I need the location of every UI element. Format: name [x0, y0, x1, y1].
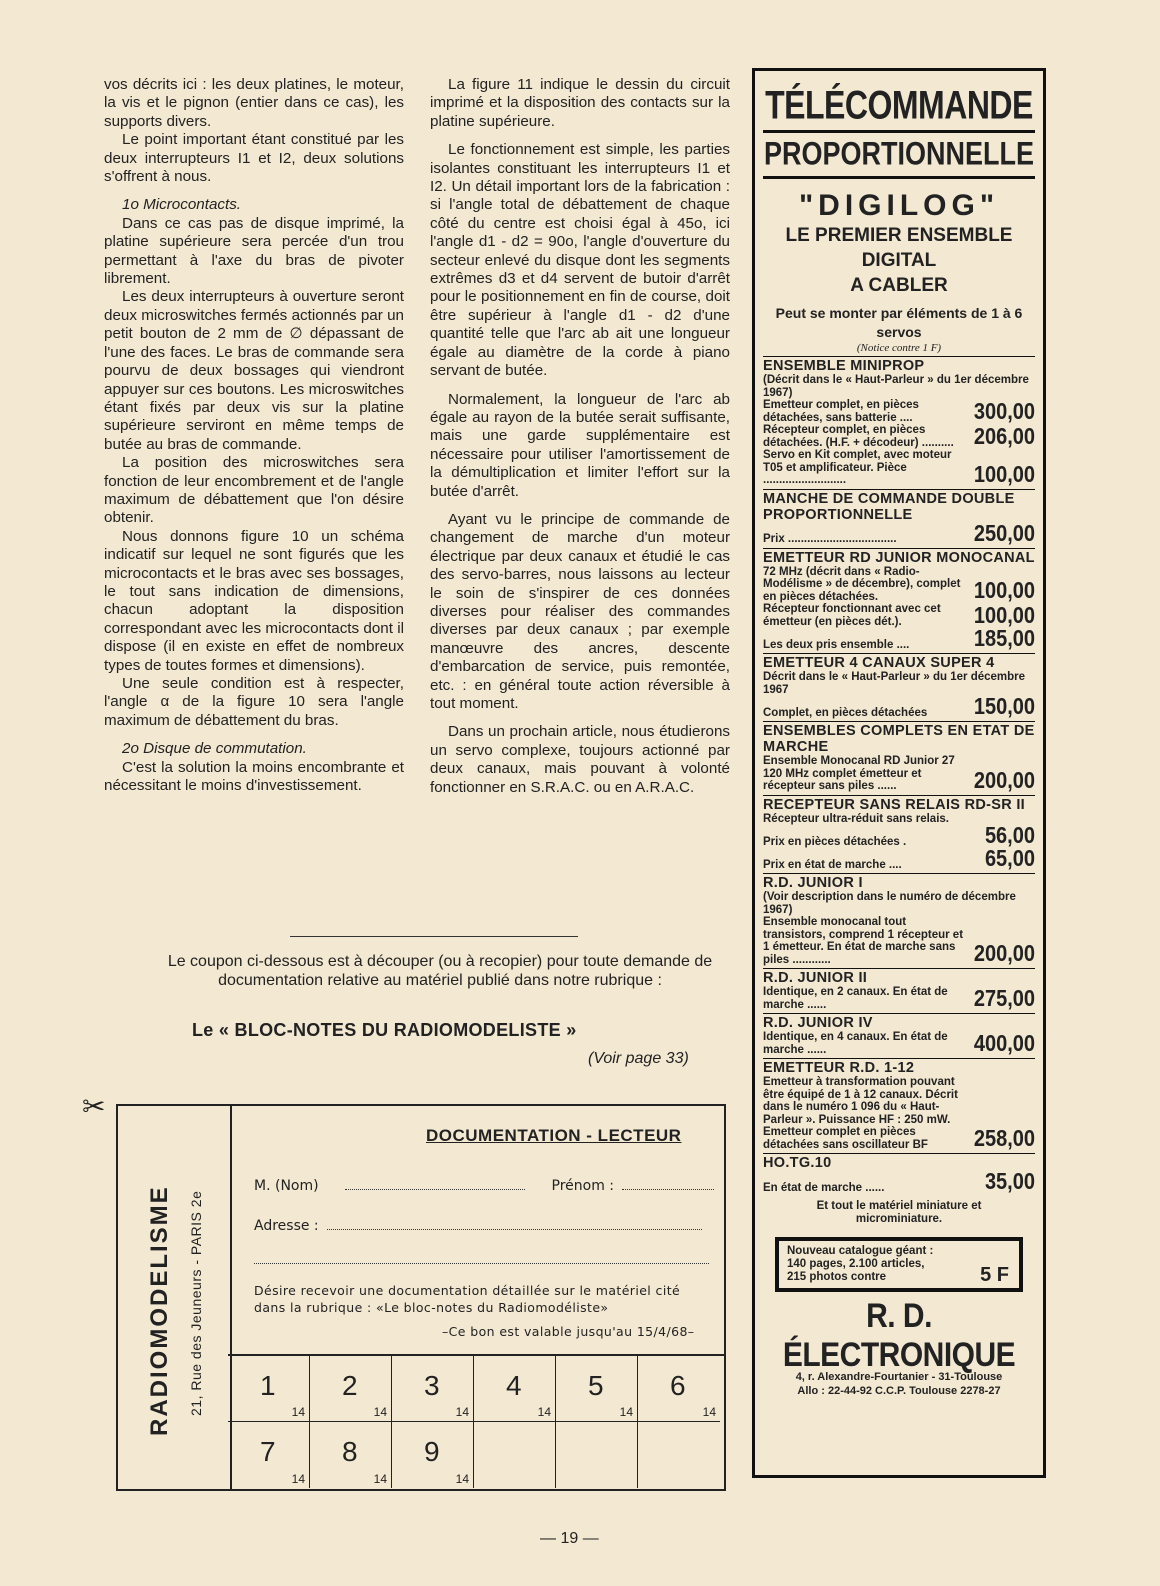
section-heading: 2o Disque de commutation. — [122, 740, 307, 758]
ad-section-title: ENSEMBLES COMPLETS EN ETAT DE MARCHE — [763, 723, 1035, 755]
page-number: — 19 — — [540, 1530, 599, 1547]
scissors-icon: ✂ — [82, 1091, 106, 1122]
side-address: 21, Rue des Jeuneurs - PARIS 2e — [188, 1190, 204, 1416]
ad-price-row — [763, 603, 1035, 628]
divider — [290, 936, 578, 937]
company-address: 4, r. Alexandre-Fourtanier - 31-Toulouse — [795, 1371, 1003, 1383]
adresse-line-2[interactable] — [254, 1252, 709, 1268]
ad-item-text: En état de marche ...... — [763, 1181, 885, 1194]
paragraph: Normalement, la longueur de l'arc ab égale au rayon de la butée serait suffisante, mais une garde supplémentaire est nécessaire pour utiliser l'amortissement de la démultiplication et limiter l'effort sur la butée d'arrêt. — [430, 390, 730, 500]
ad-section-title: EMETTEUR R.D. 1-12 — [763, 1060, 915, 1076]
section-heading: 1o Microcontacts. — [122, 196, 242, 214]
grid-cell[interactable] — [474, 1422, 556, 1488]
ad-item-price: 258,00 — [973, 1126, 1035, 1152]
nom-field[interactable] — [254, 1178, 714, 1194]
ad-price-row — [763, 1076, 1035, 1151]
ad-item-price: 400,00 — [973, 1031, 1035, 1057]
paragraph: Dans ce cas pas de disque imprimé, la platine supérieure sera percée d'un trou permettant à l'axe du bras de pivoter librement. — [104, 214, 404, 288]
paragraph: La figure 11 indique le dessin du circuit imprimé et la disposition des contacts sur la platine supérieure. — [430, 76, 730, 130]
grid-cell[interactable] — [556, 1422, 638, 1488]
ad-item-price: 100,00 — [973, 603, 1035, 629]
ad-item-text: Emetteur à transformation pouvant être équipé de 1 à 12 canaux. Décrit dans le numéro 1 096 du « Haut-Parleur ». Puissance HF : 250 mW. Emetteur complet en pièces détachées sans oscillateur BF — [763, 1076, 958, 1151]
ad-item-text: Emetteur complet, en pièces détachées, sans batterie .... — [763, 399, 919, 424]
coupon-title: DOCUMENTATION - LECTEUR — [426, 1126, 682, 1145]
ad-price-row — [763, 424, 1035, 449]
ad-section — [763, 873, 1035, 966]
coupon-form — [116, 1104, 726, 1491]
ad-item-text: Les deux pris ensemble .... — [763, 638, 910, 651]
ad-item-price: 200,00 — [973, 767, 1035, 794]
ad-section — [763, 1153, 1035, 1194]
ad-section-title: RECEPTEUR SANS RELAIS RD-SR II — [763, 796, 1025, 813]
article-column-2 — [430, 76, 730, 797]
paragraph: vos décrits ici : les deux platines, le moteur, la vis et le pignon (entier dans ce cas), les supports divers. — [104, 76, 404, 130]
prenom-label: Prénom : — [551, 1178, 615, 1194]
ad-lead: LE PREMIER ENSEMBLE DIGITAL A CABLER — [785, 225, 1013, 296]
grid-cell[interactable]: 7 14 — [228, 1422, 310, 1488]
ad-item-price: 250,00 — [973, 520, 1035, 547]
grid-cell[interactable]: 6 14 — [638, 1356, 720, 1422]
ad-item-price: 56,00 — [984, 823, 1035, 849]
ad-headline: TÉLÉCOMMANDE — [765, 82, 1033, 128]
ad-section-title: EMETTEUR RD JUNIOR MONOCANAL — [763, 549, 1035, 566]
adresse-field[interactable] — [254, 1218, 702, 1234]
ad-price-row — [763, 755, 1035, 793]
company-contact: Allo : 22-44-92 C.C.P. Toulouse 2278-27 — [797, 1385, 1001, 1397]
side-title: RADIOMODELISME — [146, 1185, 173, 1436]
ad-section-title: R.D. JUNIOR IV — [763, 1015, 873, 1031]
ad-section-title: R.D. JUNIOR II — [763, 970, 868, 986]
ad-section-sub: (Voir description dans le numéro de décembre 1967) — [763, 891, 1016, 916]
grid-cell[interactable]: 2 14 — [310, 1356, 392, 1422]
nom-dots — [345, 1179, 525, 1190]
ad-price-row — [763, 696, 1035, 719]
grid-cell[interactable]: 4 14 — [474, 1356, 556, 1422]
grid-cell[interactable]: 8 14 — [310, 1422, 392, 1488]
ad-section-title: R.D. JUNIOR I — [763, 875, 863, 891]
ad-item-price: 100,00 — [973, 578, 1035, 604]
ad-price-row — [763, 825, 1035, 848]
ad-section — [763, 548, 1035, 652]
ad-item-price: 275,00 — [973, 986, 1035, 1012]
catalogue-price: 5 F — [980, 1264, 1009, 1286]
paragraph: Le point important étant constitué par les deux interrupteurs I1 et I2, deux solutions s'offrent à nous. — [104, 131, 404, 186]
ad-item-text: 72 MHz (décrit dans « Radio-Modélisme » de décembre), complet en pièces détachées. — [763, 565, 961, 603]
paragraph: Les deux interrupteurs à ouverture seront deux microswitches fermés actionnés par un petit bouton de 2 mm de ∅ dépassant de l'une des faces. Le bras de commande sera pourvu de deux bossages qui viendront appuyer sur ces boutons. Les microswitches étant fixés par deux vis sur la platine supérieure serviront en même temps de butée au bras de commande. — [104, 288, 404, 453]
ad-footer-note: Et tout le matériel miniature et microminiature. — [816, 1200, 982, 1225]
ad-item-text: Ensemble Monocanal RD Junior 27 120 MHz complet émetteur et récepteur sans piles ...... — [763, 755, 955, 792]
ad-section-title: ENSEMBLE MINIPROP — [763, 358, 925, 374]
ad-item-price: 185,00 — [973, 626, 1035, 652]
ad-price-row — [763, 1171, 1035, 1194]
paragraph: Ayant vu le principe de commande de changement de marche d'un moteur électrique par deux canaux et étudié le cas des servo-barres, nous laissons au lecteur le soin de s'inspirer de ces données diverses pour réaliser des commandes diverses par deux canaux ; par exemple manœuvre des ancres, descente d'embarcation de service, puis remontée, etc. : en général toute action réversible à tout moment. — [430, 510, 730, 712]
ad-item-text: Prix .................................. — [763, 533, 897, 545]
ad-section — [763, 356, 1035, 487]
ad-item-price: 65,00 — [984, 846, 1035, 872]
ad-price-row — [763, 848, 1035, 871]
ad-item-text: Récepteur complet, en pièces détachées. (H.F. + décodeur) .......... — [763, 424, 954, 449]
ad-section-title: MANCHE DE COMMANDE DOUBLE PROPORTIONNELLE — [763, 490, 1015, 523]
bloc-notes-title: Le « BLOC-NOTES DU RADIOMODELISTE » — [192, 1020, 577, 1040]
ad-price-row — [763, 628, 1035, 651]
ad-section — [763, 1058, 1035, 1151]
ad-item-text: Identique, en 2 canaux. En état de marche ...... — [763, 986, 948, 1011]
ad-item-text: Prix en pièces détachées . — [763, 835, 907, 848]
ad-section-sub: Décrit dans le « Haut-Parleur » du 1er décembre 1967 — [763, 671, 1026, 696]
ad-item-price: 200,00 — [973, 941, 1035, 967]
nom-label: M. (Nom) — [254, 1178, 319, 1194]
desire-text: Désire recevoir une documentation détaillée sur le matériel cité dans la rubrique : «Le bloc-notes du Radiomodéliste» — [254, 1283, 681, 1315]
ad-section — [763, 653, 1035, 719]
number-grid — [228, 1356, 724, 1489]
advertisement — [752, 68, 1046, 1478]
ad-item-text: Prix en état de marche .... — [763, 858, 902, 871]
ad-section-title: EMETTEUR 4 CANAUX SUPER 4 — [763, 655, 995, 671]
ad-section — [763, 968, 1035, 1011]
ad-item-price: 100,00 — [973, 461, 1035, 488]
ad-item-price: 35,00 — [984, 1169, 1035, 1195]
paragraph: C'est la solution la moins encombrante et nécessitant le moins d'investissement. — [104, 758, 404, 795]
ad-section — [763, 1013, 1035, 1056]
ad-item-text: Ensemble monocanal tout transistors, comprend 1 récepteur et 1 émetteur. En état de marche sans piles ............ — [763, 916, 964, 966]
ad-price-row — [763, 399, 1035, 424]
adresse-label: Adresse : — [254, 1218, 319, 1234]
ad-item-text: Complet, en pièces détachées — [763, 706, 928, 719]
ad-section — [763, 721, 1035, 793]
valid-text: –Ce bon est valable jusqu'au 15/4/68– — [442, 1324, 695, 1339]
ad-item-price: 300,00 — [973, 399, 1035, 425]
ad-lead-2: Peut se monter par éléments de 1 à 6 servos — [775, 305, 1023, 340]
ad-price-row — [763, 986, 1035, 1011]
grid-cell[interactable]: 3 14 — [392, 1356, 474, 1422]
grid-cell[interactable]: 1 14 — [228, 1356, 310, 1422]
ad-price-row — [763, 449, 1035, 487]
prenom-dots — [622, 1179, 714, 1190]
paragraph: Une seule condition est à respecter, l'angle α de la figure 10 sera l'angle maximum de débattement du bras. — [104, 675, 404, 729]
ad-item-text: Servo en Kit complet, avec moteur T05 et amplificateur. Pièce .......................... — [763, 449, 952, 486]
ad-price-row — [763, 566, 1035, 604]
paragraph: Dans un prochain article, nous étudierons un servo complexe, toujours actionné par deux canaux, mais pouvant à volonté fonctionner en S.R.A.C. ou en A.R.A.C. — [430, 723, 730, 796]
adresse-dots — [327, 1219, 702, 1230]
ad-section-sub: Récepteur ultra-réduit sans relais. — [763, 812, 949, 825]
coupon-side — [118, 1106, 232, 1489]
grid-cell[interactable]: 9 14 — [392, 1422, 474, 1488]
ad-section — [763, 795, 1035, 872]
ad-notice: (Notice contre 1 F) — [856, 342, 942, 354]
ad-subheadline: PROPORTIONNELLE — [763, 135, 1034, 172]
coupon-intro: Le coupon ci-dessous est à découper (ou à recopier) pour toute demande de documentation relative au matériel publié dans notre rubrique : — [167, 953, 713, 989]
adresse-dots-2 — [254, 1253, 709, 1264]
ad-item-price: 150,00 — [973, 694, 1035, 720]
ad-section — [763, 489, 1035, 546]
company-name: R. D. ÉLECTRONIQUE — [782, 1296, 1016, 1374]
ad-sections — [755, 356, 1043, 1194]
ad-price-row — [763, 916, 1035, 966]
see-page: (Voir page 33) — [588, 1050, 689, 1067]
ad-brand: "DIGILOG" — [798, 189, 1000, 222]
ad-price-row — [763, 1031, 1035, 1056]
grid-cell[interactable] — [638, 1422, 720, 1488]
article-column-1 — [104, 76, 404, 795]
ad-item-text: Récepteur fonctionnant avec cet émetteur (en pièces dét.). — [763, 603, 941, 628]
ad-price-row — [763, 520, 1035, 547]
grid-cell[interactable]: 5 14 — [556, 1356, 638, 1422]
ad-section-title: HO.TG.10 — [763, 1155, 832, 1171]
paragraph: Le fonctionnement est simple, les parties isolantes constituant les interrupteurs I1 et I2. Un détail important lors de la fabrication : si l'angle total de débattement de chaque côté du centre est choisi égal à 45o, ici l'angle d1 - d2 = 90o, l'angle d'ouverture du secteur enlevé du disque dont les segments extrêmes d3 et d4 servent de butoir d'arrêt pour le positionnement en fin de course, doit être supérieur à l'angle d1 - d2 d'une quantité telle que l'arc ab ait une longueur égale au diamètre de la corde à piano servant de butée. — [430, 141, 730, 380]
ad-item-text: Identique, en 4 canaux. En état de marche ...... — [763, 1031, 948, 1056]
paragraph: Nous donnons figure 10 un schéma indicatif sur lequel ne sont figurés que les microcontacts et le bras avec ses bossages, le tout sans indication de dimensions, chacun adoptant la disposition correspondant avec les microcontacts dont il dispose (il en existe en effet de nombreux types de toutes formes et dimensions). — [104, 527, 404, 674]
ad-item-price: 206,00 — [973, 424, 1035, 450]
paragraph: La position des microswitches sera fonction de leur encombrement et de l'angle maximum de débattement que l'on désire obtenir. — [104, 454, 404, 527]
catalogue-text: Nouveau catalogue géant : 140 pages, 2.100 articles, 215 photos contre — [787, 1245, 934, 1283]
catalogue-box — [775, 1237, 1023, 1292]
ad-section-sub: (Décrit dans le « Haut-Parleur » du 1er décembre 1967) — [763, 374, 1029, 399]
